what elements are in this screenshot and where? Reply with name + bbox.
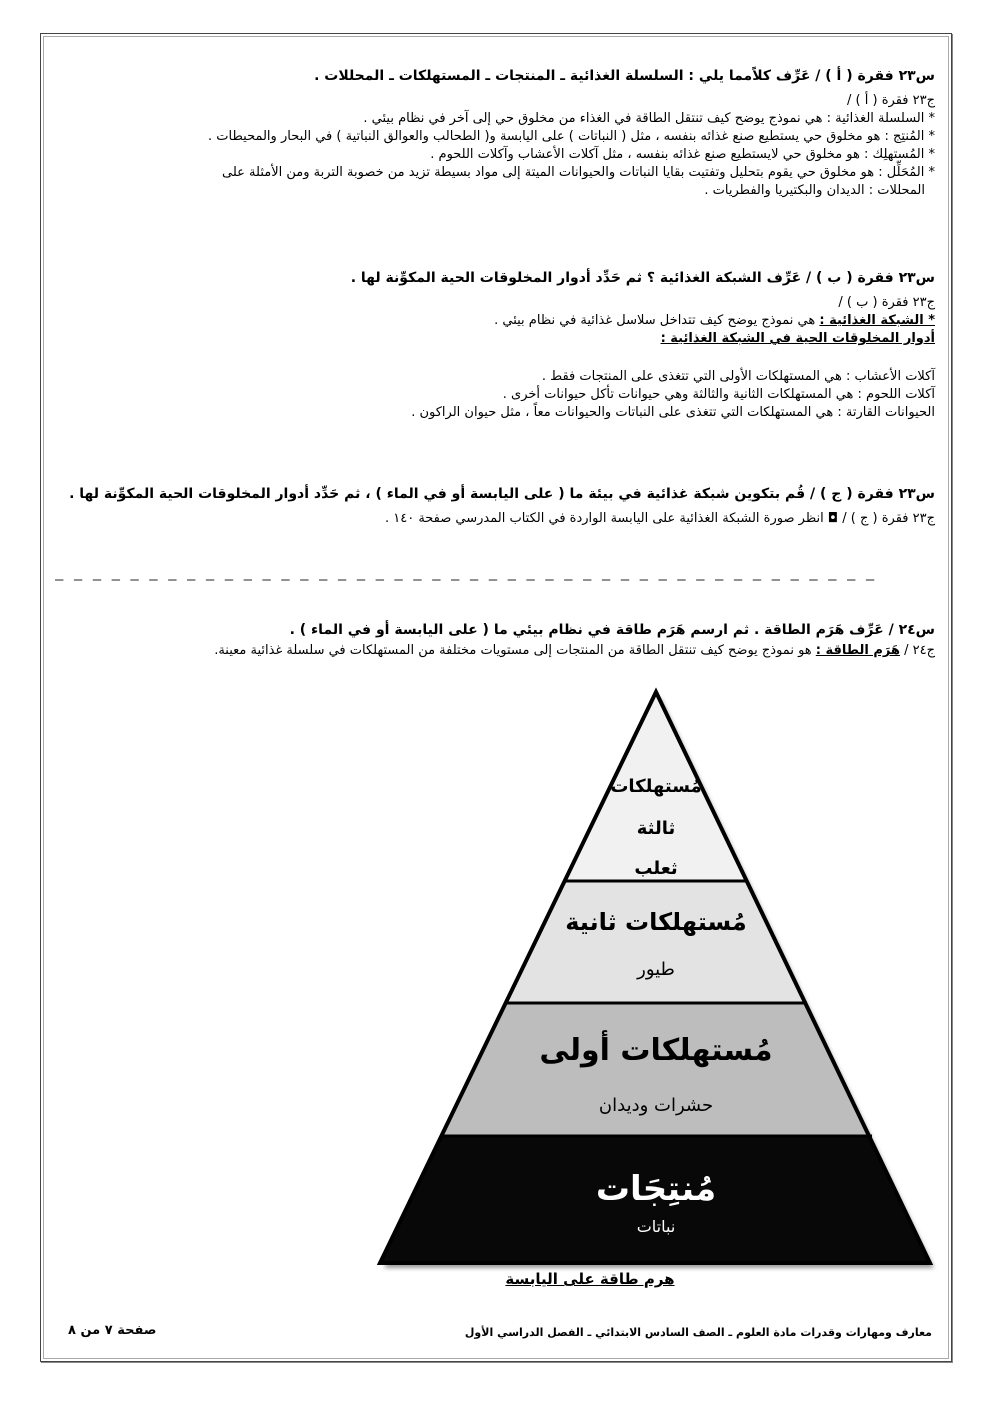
answer-23a-line-5: المحللات : الديدان والبكتيريا والفطريات .	[704, 183, 925, 198]
primary-example: حشرات وديدان	[598, 1095, 714, 1116]
answer-24-text: هو نموذج يوضح كيف تنتقل الطاقة من المنتجات إلى مستويات مختلفة من المستهلكات في سلسلة غذائية معينة.	[214, 643, 812, 658]
answer-23a-line-3: * المُستهلِك : هو مخلوق حي لايستطيع صنع غذائه بنفسه ، مثل آكلات الأعشاب وآكلات اللحوم .	[430, 147, 935, 162]
energy-pyramid-term: هَرَم الطاقة :	[815, 643, 900, 658]
course-footer: معارف ومهارات وقدرات مادة العلوم ـ الصف السادس الابتدائي ـ الفصل الدراسي الأول	[464, 1326, 932, 1339]
answer-23a-line-4: * المُحَلِّل : هو مخلوق حي يقوم بتحليل وتفتيت بقايا النباتات والحيوانات الميتة إلى مواد بسيطة تزيد من خصوبة التربة ومن الأمثلة على	[222, 165, 935, 180]
section-separator: — — — — — — — — — — — — — — — — — — — — — — — — — — — — — — — — — — — — — — — — — — — —	[55, 572, 876, 588]
pyramid-level-secondary	[370, 881, 940, 1003]
question-24: س٢٤ / عَرِّف هَرَم الطاقة . ثم ارسم هَرَم طاقة في نظام بيئي ما ( على اليابسة أو في الماء ) .	[289, 622, 935, 638]
answer-24-label: ج٢٤ /	[904, 643, 935, 658]
question-23a: س٢٣ فقرة ( أ ) / عَرِّف كلاًمما يلي : السلسلة الغذائية ـ المنتجات ـ المستهلكات ـ المحللات .	[314, 68, 935, 84]
producers-title: مُنتِجَات	[595, 1169, 717, 1209]
primary-title: مُستهلكات أولى	[539, 1033, 773, 1068]
producers-example: نباتات	[636, 1217, 676, 1236]
role-herbivores: آكلات الأعشاب : هي المستهلكات الأولى التي تتغذى على المنتجات فقط .	[541, 369, 935, 384]
tertiary-title-2: ثالثة	[636, 818, 676, 839]
answer-23a-line-1: * السلسلة الغذائية : هي نموذج يوضح كيف تنتقل الطاقة في الغذاء من مخلوق حي إلى آخر في نظام بيئي .	[363, 111, 935, 126]
food-web-term: * الشبكة الغذائية :	[819, 313, 935, 328]
role-carnivores: آكلات اللحوم : هي المستهلكات الثانية والثالثة وهي حيوانات تأكل حيوانات أخرى .	[502, 387, 935, 402]
answer-23c: ج٢٣ فقرة ( ج ) / ◘ انظر صورة الشبكة الغذائية على اليابسة الواردة في الكتاب المدرسي صفحة ١٤٠ .	[384, 511, 935, 526]
tertiary-title-1: مُستهلكات	[610, 776, 702, 797]
secondary-title: مُستهلكات ثانية	[565, 908, 747, 936]
tertiary-example: ثعلب	[634, 858, 678, 879]
pyramid-caption: هرم طاقة على اليابسة	[505, 1270, 675, 1288]
food-web-definition: هي نموذج يوضح كيف تتداخل سلاسل غذائية في نظام بيئي .	[494, 313, 816, 328]
roles-title: أدوار المخلوقات الحية في الشبكة الغذائية :	[660, 331, 935, 346]
answer-23b-label: ج٢٣ فقرة ( ب ) /	[838, 295, 935, 310]
question-23c: س٢٣ فقرة ( ج ) / قُم بتكوين شبكة غذائية في بيئة ما ( على اليابسة أو في الماء ) ، ثم حَدِّد أدوار المخلوقات الحية المكوِّنة لها .	[69, 486, 935, 502]
secondary-example: طيور	[637, 959, 675, 980]
answer-23a-label: ج٢٣ فقرة ( أ ) /	[847, 93, 935, 108]
page-number: صفحة ٧ من ٨	[68, 1323, 157, 1338]
question-23b: س٢٣ فقرة ( ب ) / عَرِّف الشبكة الغذائية ؟ ثم حَدِّد أدوار المخلوقات الحية المكوِّنة لها .	[350, 270, 935, 286]
answer-23a-line-2: * المُنتِج : هو مخلوق حي يستطيع صنع غذائه بنفسه ، مثل ( النباتات ) على اليابسة و( الطحالب والعوالق النباتية ) في البحار والمحيطات .	[208, 129, 935, 144]
role-omnivores: الحيوانات القارتة : هي المستهلكات التي تتغذى على النباتات والحيوانات معاً ، مثل حيوان الراكون .	[411, 405, 935, 420]
pyramid-level-primary	[370, 1003, 940, 1136]
